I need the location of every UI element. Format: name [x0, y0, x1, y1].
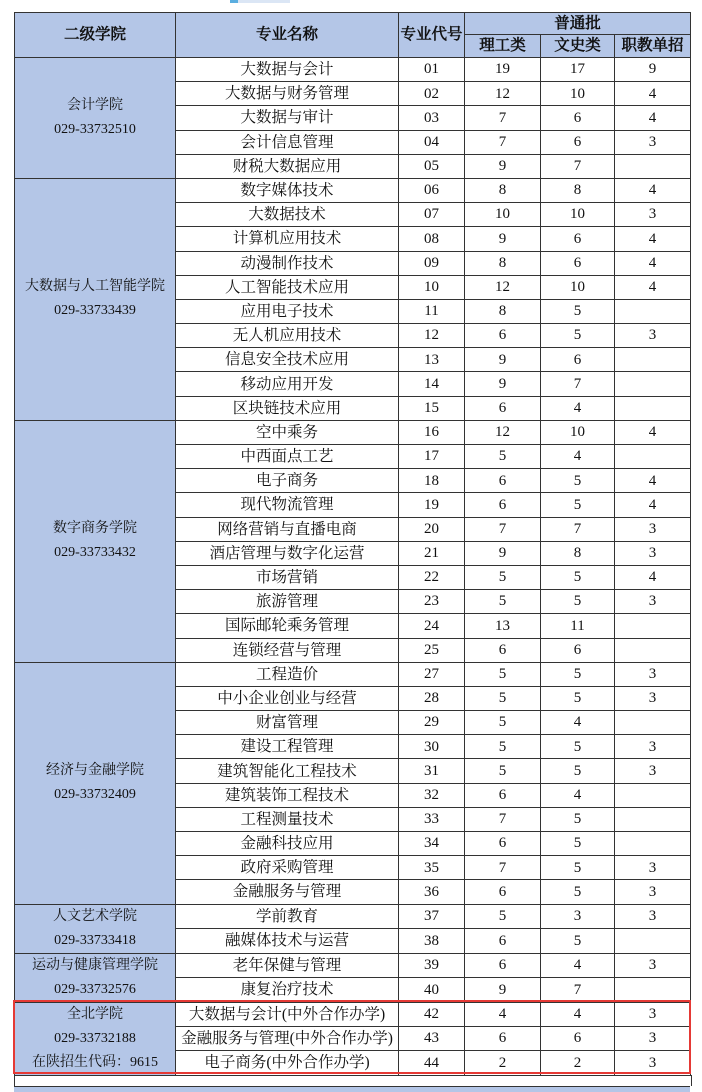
major-code: 31 — [399, 759, 465, 783]
major-arts: 5 — [541, 590, 615, 614]
major-vocational: 3 — [615, 735, 691, 759]
college-phone: 029-33732510 — [54, 121, 136, 137]
major-name: 电子商务(中外合作办学) — [176, 1051, 399, 1075]
major-science: 5 — [465, 590, 541, 614]
major-vocational — [615, 929, 691, 954]
major-name: 酒店管理与数字化运营 — [176, 541, 399, 565]
major-code: 25 — [399, 638, 465, 662]
major-science: 12 — [465, 420, 541, 444]
major-name: 工程测量技术 — [176, 807, 399, 831]
major-code: 30 — [399, 735, 465, 759]
table-row — [15, 178, 691, 202]
major-name: 大数据与财务管理 — [176, 82, 399, 106]
major-name: 区块链技术应用 — [176, 396, 399, 420]
major-vocational — [615, 832, 691, 856]
major-name: 财富管理 — [176, 711, 399, 735]
major-science: 19 — [465, 58, 541, 82]
major-vocational: 4 — [615, 420, 691, 444]
major-code: 10 — [399, 275, 465, 299]
major-vocational — [615, 348, 691, 372]
major-name: 市场营销 — [176, 565, 399, 589]
college-name: 人文艺术学院 — [53, 908, 137, 924]
major-science: 5 — [465, 662, 541, 686]
major-arts: 11 — [541, 614, 615, 638]
major-vocational: 4 — [615, 493, 691, 517]
major-arts: 6 — [541, 130, 615, 154]
major-vocational: 3 — [615, 517, 691, 541]
college-phone: 029-33733418 — [54, 932, 136, 948]
major-vocational: 3 — [615, 541, 691, 565]
major-arts: 7 — [541, 372, 615, 396]
major-code: 22 — [399, 565, 465, 589]
major-name: 老年保健与管理 — [176, 953, 399, 978]
major-science: 6 — [465, 493, 541, 517]
major-code: 43 — [399, 1026, 465, 1050]
major-science: 6 — [465, 929, 541, 954]
major-arts: 8 — [541, 178, 615, 202]
major-vocational — [615, 978, 691, 1003]
college-cell — [15, 662, 176, 904]
major-name: 计算机应用技术 — [176, 227, 399, 251]
major-code: 17 — [399, 445, 465, 469]
major-vocational: 3 — [615, 590, 691, 614]
major-code: 08 — [399, 227, 465, 251]
major-name: 金融服务与管理(中外合作办学) — [176, 1026, 399, 1050]
major-name: 建设工程管理 — [176, 735, 399, 759]
major-science: 6 — [465, 324, 541, 348]
major-vocational: 4 — [615, 275, 691, 299]
major-code: 19 — [399, 493, 465, 517]
major-science: 8 — [465, 178, 541, 202]
major-science: 9 — [465, 154, 541, 178]
major-arts: 5 — [541, 469, 615, 493]
major-arts: 5 — [541, 299, 615, 323]
table-row — [15, 904, 691, 929]
major-vocational — [615, 783, 691, 807]
major-name: 连锁经营与管理 — [176, 638, 399, 662]
major-arts: 5 — [541, 880, 615, 904]
header-science: 理工类 — [465, 35, 541, 58]
major-arts: 6 — [541, 227, 615, 251]
major-vocational: 3 — [615, 686, 691, 710]
major-vocational: 4 — [615, 251, 691, 275]
major-name: 财税大数据应用 — [176, 154, 399, 178]
major-science: 12 — [465, 82, 541, 106]
major-code: 16 — [399, 420, 465, 444]
major-arts: 4 — [541, 711, 615, 735]
major-science: 12 — [465, 275, 541, 299]
major-name: 中西面点工艺 — [176, 445, 399, 469]
major-science: 13 — [465, 614, 541, 638]
major-code: 33 — [399, 807, 465, 831]
major-science: 6 — [465, 1026, 541, 1050]
major-arts: 10 — [541, 82, 615, 106]
major-code: 27 — [399, 662, 465, 686]
college-name: 运动与健康管理学院 — [32, 957, 158, 973]
major-science: 5 — [465, 759, 541, 783]
major-code: 09 — [399, 251, 465, 275]
major-arts: 5 — [541, 493, 615, 517]
major-name: 人工智能技术应用 — [176, 275, 399, 299]
major-name: 会计信息管理 — [176, 130, 399, 154]
major-arts: 2 — [541, 1051, 615, 1075]
major-arts: 7 — [541, 154, 615, 178]
major-arts: 4 — [541, 1002, 615, 1026]
major-arts: 3 — [541, 904, 615, 929]
major-name: 电子商务 — [176, 469, 399, 493]
college-cell — [15, 1002, 176, 1075]
major-code: 06 — [399, 178, 465, 202]
major-science: 6 — [465, 832, 541, 856]
major-arts: 4 — [541, 783, 615, 807]
major-name: 建筑智能化工程技术 — [176, 759, 399, 783]
college-phone: 029-33732188 — [54, 1030, 136, 1046]
major-arts: 6 — [541, 1026, 615, 1050]
major-science: 5 — [465, 686, 541, 710]
major-vocational — [615, 396, 691, 420]
major-science: 10 — [465, 203, 541, 227]
major-vocational: 3 — [615, 662, 691, 686]
major-code: 13 — [399, 348, 465, 372]
major-arts: 6 — [541, 251, 615, 275]
major-vocational: 3 — [615, 1051, 691, 1075]
college-extra: 在陕招生代码：9615 — [32, 1054, 158, 1070]
major-vocational: 4 — [615, 82, 691, 106]
table-row — [15, 420, 691, 444]
major-code: 32 — [399, 783, 465, 807]
table-body — [15, 58, 691, 1076]
major-science: 5 — [465, 904, 541, 929]
major-arts: 5 — [541, 565, 615, 589]
major-arts: 10 — [541, 275, 615, 299]
major-arts: 6 — [541, 106, 615, 130]
major-vocational — [615, 445, 691, 469]
major-science: 6 — [465, 880, 541, 904]
college-cell — [15, 953, 176, 1002]
college-name: 数字商务学院 — [53, 521, 137, 537]
major-vocational — [615, 638, 691, 662]
table-row — [15, 1002, 691, 1026]
major-arts: 4 — [541, 445, 615, 469]
major-vocational — [615, 807, 691, 831]
major-arts: 7 — [541, 978, 615, 1003]
major-code: 07 — [399, 203, 465, 227]
header-college: 二级学院 — [15, 13, 176, 58]
major-code: 23 — [399, 590, 465, 614]
major-science: 6 — [465, 638, 541, 662]
college-phone: 029-33733432 — [54, 545, 136, 561]
major-arts: 7 — [541, 517, 615, 541]
major-name: 大数据与会计 — [176, 58, 399, 82]
college-name: 大数据与人工智能学院 — [25, 279, 165, 295]
major-vocational: 3 — [615, 1026, 691, 1050]
college-phone: 029-33733439 — [54, 303, 136, 319]
college-name: 会计学院 — [67, 97, 123, 113]
major-vocational: 4 — [615, 469, 691, 493]
major-science: 7 — [465, 807, 541, 831]
major-arts: 5 — [541, 686, 615, 710]
major-code: 34 — [399, 832, 465, 856]
major-science: 9 — [465, 978, 541, 1003]
major-code: 01 — [399, 58, 465, 82]
major-arts: 4 — [541, 953, 615, 978]
header-major: 专业名称 — [176, 13, 399, 58]
major-code: 21 — [399, 541, 465, 565]
major-name: 工程造价 — [176, 662, 399, 686]
major-vocational — [615, 299, 691, 323]
major-arts: 5 — [541, 662, 615, 686]
major-name: 学前教育 — [176, 904, 399, 929]
major-vocational: 3 — [615, 1002, 691, 1026]
major-vocational: 3 — [615, 856, 691, 880]
major-science: 7 — [465, 130, 541, 154]
major-science: 7 — [465, 517, 541, 541]
major-vocational: 3 — [615, 324, 691, 348]
major-vocational: 4 — [615, 106, 691, 130]
major-science: 6 — [465, 953, 541, 978]
major-name: 旅游管理 — [176, 590, 399, 614]
major-name: 应用电子技术 — [176, 299, 399, 323]
major-code: 29 — [399, 711, 465, 735]
major-name: 动漫制作技术 — [176, 251, 399, 275]
major-arts: 8 — [541, 541, 615, 565]
major-code: 39 — [399, 953, 465, 978]
major-science: 6 — [465, 396, 541, 420]
major-name: 现代物流管理 — [176, 493, 399, 517]
major-name: 无人机应用技术 — [176, 324, 399, 348]
major-arts: 5 — [541, 807, 615, 831]
major-name: 建筑装饰工程技术 — [176, 783, 399, 807]
major-science: 4 — [465, 1002, 541, 1026]
major-arts: 5 — [541, 832, 615, 856]
top-scroll-marker — [230, 0, 290, 3]
header-vocational: 职教单招 — [615, 35, 691, 58]
major-name: 金融服务与管理 — [176, 880, 399, 904]
major-science: 9 — [465, 227, 541, 251]
major-arts: 4 — [541, 396, 615, 420]
major-science: 9 — [465, 372, 541, 396]
major-name: 大数据与审计 — [176, 106, 399, 130]
major-science: 2 — [465, 1051, 541, 1075]
major-vocational: 4 — [615, 565, 691, 589]
major-code: 28 — [399, 686, 465, 710]
major-vocational: 4 — [615, 178, 691, 202]
major-vocational — [615, 154, 691, 178]
header-batch: 普通批 — [465, 13, 691, 35]
major-name: 中小企业创业与经营 — [176, 686, 399, 710]
major-code: 38 — [399, 929, 465, 954]
major-vocational: 9 — [615, 58, 691, 82]
college-phone: 029-33732576 — [54, 981, 136, 997]
major-vocational: 3 — [615, 759, 691, 783]
table-row — [15, 953, 691, 978]
college-name: 全北学院 — [67, 1006, 123, 1022]
major-arts: 5 — [541, 929, 615, 954]
major-arts: 5 — [541, 856, 615, 880]
major-code: 35 — [399, 856, 465, 880]
major-vocational — [615, 614, 691, 638]
major-vocational: 3 — [615, 130, 691, 154]
major-science: 6 — [465, 469, 541, 493]
college-cell — [15, 420, 176, 662]
major-science: 6 — [465, 783, 541, 807]
major-name: 政府采购管理 — [176, 856, 399, 880]
major-code: 36 — [399, 880, 465, 904]
college-name: 经济与金融学院 — [46, 763, 144, 779]
major-science: 9 — [465, 541, 541, 565]
table-next-header-strip — [14, 1086, 690, 1092]
college-cell — [15, 178, 176, 420]
major-science: 7 — [465, 106, 541, 130]
major-code: 03 — [399, 106, 465, 130]
major-arts: 5 — [541, 735, 615, 759]
major-name: 网络营销与直播电商 — [176, 517, 399, 541]
major-code: 20 — [399, 517, 465, 541]
major-science: 8 — [465, 299, 541, 323]
header-code: 专业代号 — [399, 13, 465, 58]
major-arts: 10 — [541, 420, 615, 444]
major-code: 02 — [399, 82, 465, 106]
major-code: 18 — [399, 469, 465, 493]
major-arts: 5 — [541, 759, 615, 783]
table-row — [15, 662, 691, 686]
major-name: 金融科技应用 — [176, 832, 399, 856]
major-science: 5 — [465, 711, 541, 735]
major-science: 8 — [465, 251, 541, 275]
major-arts: 10 — [541, 203, 615, 227]
major-arts: 17 — [541, 58, 615, 82]
major-code: 24 — [399, 614, 465, 638]
major-science: 9 — [465, 348, 541, 372]
major-code: 42 — [399, 1002, 465, 1026]
college-phone: 029-33732409 — [54, 787, 136, 803]
major-code: 15 — [399, 396, 465, 420]
major-name: 大数据技术 — [176, 203, 399, 227]
major-name: 移动应用开发 — [176, 372, 399, 396]
college-cell — [15, 58, 176, 179]
major-name: 信息安全技术应用 — [176, 348, 399, 372]
major-code: 44 — [399, 1051, 465, 1075]
college-cell — [15, 904, 176, 953]
major-vocational: 4 — [615, 227, 691, 251]
major-code: 14 — [399, 372, 465, 396]
major-code: 05 — [399, 154, 465, 178]
table-row — [15, 58, 691, 82]
major-code: 40 — [399, 978, 465, 1003]
major-science: 5 — [465, 565, 541, 589]
major-vocational: 3 — [615, 203, 691, 227]
enrollment-plan-table — [14, 12, 691, 1076]
major-arts: 6 — [541, 348, 615, 372]
major-science: 7 — [465, 856, 541, 880]
major-vocational: 3 — [615, 904, 691, 929]
major-code: 04 — [399, 130, 465, 154]
major-vocational — [615, 372, 691, 396]
major-arts: 6 — [541, 638, 615, 662]
table-empty-row — [14, 1075, 692, 1086]
major-science: 5 — [465, 735, 541, 759]
major-science: 5 — [465, 445, 541, 469]
major-name: 国际邮轮乘务管理 — [176, 614, 399, 638]
major-code: 12 — [399, 324, 465, 348]
major-vocational: 3 — [615, 880, 691, 904]
major-name: 空中乘务 — [176, 420, 399, 444]
major-code: 11 — [399, 299, 465, 323]
major-name: 康复治疗技术 — [176, 978, 399, 1003]
major-name: 数字媒体技术 — [176, 178, 399, 202]
major-vocational: 3 — [615, 953, 691, 978]
major-vocational — [615, 711, 691, 735]
major-arts: 5 — [541, 324, 615, 348]
major-code: 37 — [399, 904, 465, 929]
major-name: 融媒体技术与运营 — [176, 929, 399, 954]
major-name: 大数据与会计(中外合作办学) — [176, 1002, 399, 1026]
header-arts: 文史类 — [541, 35, 615, 58]
